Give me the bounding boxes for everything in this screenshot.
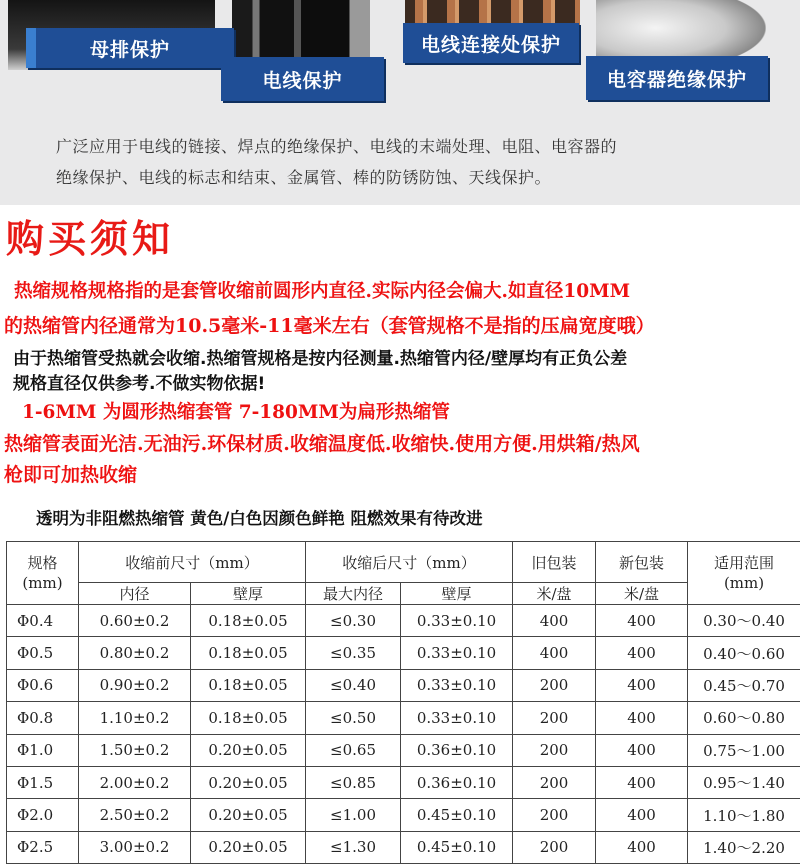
cell-wall: 0.18±0.05	[191, 605, 306, 637]
cell-wall-after: 0.33±0.10	[401, 669, 513, 701]
header-new-package: 新包装	[596, 542, 688, 583]
notice-line: 热缩规格规格指的是套管收缩前圆形内直径.实际内径会偏大.如直径10MM	[14, 277, 630, 303]
notice-line: 规格直径仅供参考.不做实物依据!	[13, 369, 265, 394]
cell-old-package: 200	[513, 669, 596, 701]
table-row	[7, 799, 800, 831]
cell-inner: 0.80±0.2	[79, 637, 191, 669]
cell-range: 0.60～0.80	[688, 702, 800, 734]
header-wall-thickness-after: 壁厚	[401, 583, 513, 605]
spec-table-body	[7, 605, 800, 864]
table-row	[7, 637, 800, 669]
cell-old-package: 400	[513, 605, 596, 637]
cell-max-inner: ≤1.30	[306, 831, 401, 863]
table-row	[7, 734, 800, 766]
notice-line: 透明为非阻燃热缩管 黄色/白色因颜色鲜艳 阻燃效果有待改进	[36, 505, 483, 529]
table-row	[7, 669, 800, 701]
spec-table	[6, 541, 800, 864]
header-after-shrink: 收缩后尺寸（mm）	[306, 542, 513, 583]
cell-max-inner: ≤1.00	[306, 799, 401, 831]
cell-old-package: 200	[513, 766, 596, 798]
cell-inner: 1.50±0.2	[79, 734, 191, 766]
cell-max-inner: ≤0.50	[306, 702, 401, 734]
cell-max-inner: ≤0.40	[306, 669, 401, 701]
cell-range: 1.40～2.20	[688, 831, 800, 863]
cell-max-inner: ≤0.35	[306, 637, 401, 669]
cell-wall-after: 0.45±0.10	[401, 831, 513, 863]
notice-line: 枪即可加热收缩	[4, 460, 137, 487]
cell-inner: 3.00±0.2	[79, 831, 191, 863]
cell-wall-after: 0.45±0.10	[401, 799, 513, 831]
cell-wall-after: 0.33±0.10	[401, 605, 513, 637]
cell-wall: 0.18±0.05	[191, 669, 306, 701]
label-capacitor-insulation: 电容器绝缘保护	[586, 56, 768, 100]
cell-spec: Φ1.5	[7, 766, 79, 798]
cell-wall: 0.18±0.05	[191, 637, 306, 669]
cell-spec: Φ1.0	[7, 734, 79, 766]
cell-inner: 2.00±0.2	[79, 766, 191, 798]
cell-wall-after: 0.36±0.10	[401, 766, 513, 798]
purchase-notice-title: 购买须知	[6, 208, 174, 263]
table-row	[7, 766, 800, 798]
header-max-inner-diameter: 最大内径	[306, 583, 401, 605]
notice-line: 的热缩管内径通常为10.5毫米-11毫米左右（套管规格不是指的压扁宽度哦）	[4, 311, 655, 338]
cell-wall: 0.20±0.05	[191, 734, 306, 766]
cell-new-package: 400	[596, 669, 688, 701]
header-spec-unit: (mm)	[7, 573, 78, 593]
cell-inner: 0.60±0.2	[79, 605, 191, 637]
header-old-package: 旧包装	[513, 542, 596, 583]
cell-old-package: 200	[513, 831, 596, 863]
cell-inner: 2.50±0.2	[79, 799, 191, 831]
cell-max-inner: ≤0.85	[306, 766, 401, 798]
cell-max-inner: ≤0.65	[306, 734, 401, 766]
cell-spec: Φ0.6	[7, 669, 79, 701]
cell-inner: 1.10±0.2	[79, 702, 191, 734]
cell-new-package: 400	[596, 605, 688, 637]
header-wall-thickness: 壁厚	[191, 583, 306, 605]
header-range	[688, 542, 800, 605]
cell-wall: 0.20±0.05	[191, 831, 306, 863]
cell-new-package: 400	[596, 637, 688, 669]
cell-inner: 0.90±0.2	[79, 669, 191, 701]
cell-range: 0.95～1.40	[688, 766, 800, 798]
header-range-label: 适用范围	[688, 553, 800, 573]
header-meters-per-roll-new: 米/盘	[596, 583, 688, 605]
usage-line: 广泛应用于电线的链接、焊点的绝缘保护、电线的末端处理、电阻、电容器的	[56, 131, 776, 162]
cell-wall-after: 0.33±0.10	[401, 702, 513, 734]
cell-wall-after: 0.36±0.10	[401, 734, 513, 766]
cell-max-inner: ≤0.30	[306, 605, 401, 637]
cell-old-package: 200	[513, 702, 596, 734]
header-meters-per-roll-old: 米/盘	[513, 583, 596, 605]
cell-wall: 0.20±0.05	[191, 766, 306, 798]
cell-range: 0.75～1.00	[688, 734, 800, 766]
cell-new-package: 400	[596, 734, 688, 766]
application-banner	[0, 0, 800, 205]
cell-wall: 0.20±0.05	[191, 799, 306, 831]
cell-wall: 0.18±0.05	[191, 702, 306, 734]
cell-spec: Φ2.5	[7, 831, 79, 863]
notice-line: 1-6MM 为圆形热缩套管 7-180MM为扁形热缩管	[22, 398, 450, 424]
cell-range: 0.30～0.40	[688, 605, 800, 637]
header-range-unit: (mm)	[688, 573, 800, 593]
table-row	[7, 702, 800, 734]
cell-new-package: 400	[596, 702, 688, 734]
cell-range: 1.10～1.80	[688, 799, 800, 831]
cell-old-package: 200	[513, 734, 596, 766]
cell-new-package: 400	[596, 766, 688, 798]
notice-line: 由于热缩管受热就会收缩.热缩管规格是按内径测量.热缩管内径/壁厚均有正负公差	[13, 344, 627, 369]
header-before-shrink: 收缩前尺寸（mm）	[79, 542, 306, 583]
label-wire-protection: 电线保护	[221, 57, 384, 101]
cell-old-package: 200	[513, 799, 596, 831]
header-spec-label: 规格	[7, 553, 78, 573]
cell-range: 0.40～0.60	[688, 637, 800, 669]
header-inner-diameter: 内径	[79, 583, 191, 605]
label-wire-joint-protection: 电线连接处保护	[403, 23, 579, 63]
label-busbar-protection: 母排保护	[26, 28, 234, 68]
cell-spec: Φ2.0	[7, 799, 79, 831]
cell-spec: Φ0.8	[7, 702, 79, 734]
cell-new-package: 400	[596, 831, 688, 863]
table-row	[7, 831, 800, 863]
usage-line: 绝缘保护、电线的标志和结束、金属管、棒的防锈防蚀、天线保护。	[56, 162, 776, 193]
cell-spec: Φ0.4	[7, 605, 79, 637]
cell-spec: Φ0.5	[7, 637, 79, 669]
notice-line: 热缩管表面光洁.无油污.环保材质.收缩温度低.收缩快.使用方便.用烘箱/热风	[4, 429, 640, 456]
table-row	[7, 605, 800, 637]
cell-range: 0.45～0.70	[688, 669, 800, 701]
cell-wall-after: 0.33±0.10	[401, 637, 513, 669]
cell-old-package: 400	[513, 637, 596, 669]
cell-new-package: 400	[596, 799, 688, 831]
usage-description	[56, 131, 776, 193]
header-spec	[7, 542, 79, 605]
